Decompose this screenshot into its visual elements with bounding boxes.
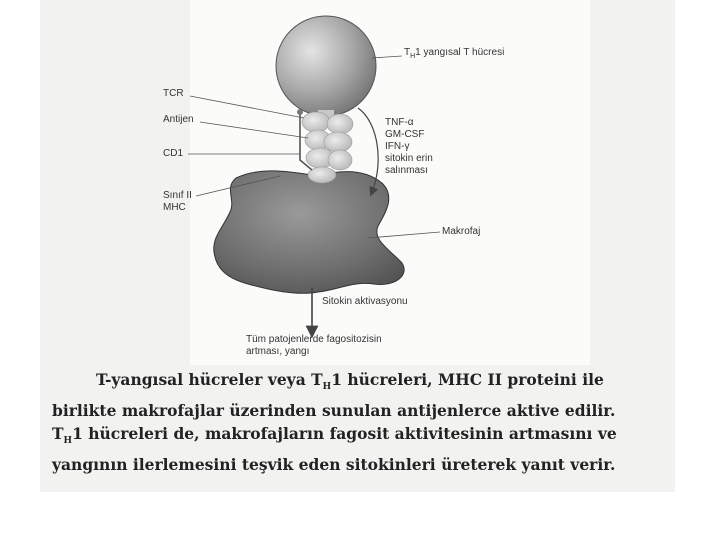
mhc-label <box>163 190 192 214</box>
macrophage-label: Makrofaj <box>442 226 481 237</box>
cd1-knob <box>297 109 303 115</box>
cytokine-gmcsf: GM-CSF <box>385 129 425 140</box>
t-helper-cell <box>276 16 376 116</box>
mhc-label-line1: Sınıf II <box>163 190 192 201</box>
caption-line-2: birlikte makrofajlar üzerinden sunulan antijenlerce aktive edilir. <box>52 401 616 421</box>
tcr-label: TCR <box>163 88 184 99</box>
result-line2: artması, yangı <box>246 346 310 357</box>
mhc-label-line2: MHC <box>163 202 186 213</box>
cytokine-tnf: TNF-α <box>385 117 414 128</box>
caption-line-1a: T-yangısal hücreler veya T <box>96 370 323 389</box>
caption-line-4: yangının ilerlemesini teşvik eden sitokinleri üreterek yanıt verir. <box>52 455 616 475</box>
caption-line-1 <box>52 368 672 399</box>
caption-line-3-sub: H <box>63 436 73 447</box>
cytokine-release-line2: salınması <box>385 165 428 176</box>
caption-line-1-sub: H <box>322 382 332 393</box>
th1-prefix: T <box>404 47 411 58</box>
caption-line-1b: 1 hücreleri, MHC II proteini ile <box>331 370 604 389</box>
th1-subscript: H <box>410 53 416 60</box>
caption-line-3a: T <box>52 424 64 444</box>
caption-line-3b: 1 hücreleri de, makrofajların fagosit aktivitesinin artmasını ve <box>72 424 617 444</box>
antigen-label: Antijen <box>163 114 194 125</box>
result-line1: Tüm patojenlerde fagositozisin <box>246 334 382 345</box>
th1-suffix: 1 yangısal T hücresi <box>415 47 505 58</box>
activation-label: Sitokin aktivasyonu <box>322 296 408 307</box>
result-label <box>246 334 382 358</box>
cytokine-release-line1: sitokin erin <box>385 153 433 164</box>
cd1-label: CD1 <box>163 148 184 159</box>
th1-cell-label <box>404 47 504 63</box>
caption-line-3 <box>52 422 672 453</box>
cytokine-ifn: IFN-γ <box>385 141 410 152</box>
macrophage-shape <box>214 171 404 293</box>
figure-caption <box>52 368 672 476</box>
cytokine-list <box>385 117 433 177</box>
